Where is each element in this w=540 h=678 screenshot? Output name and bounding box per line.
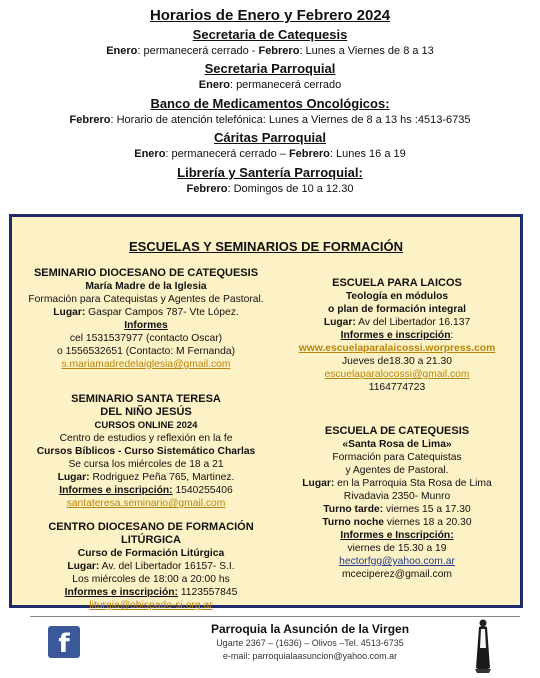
escuela-laicos-email-link[interactable]: escuelaparalocossi@gmail.com <box>324 369 470 380</box>
schedule-header <box>0 6 540 198</box>
centro-liturgica-email-link[interactable]: liturgia@obispado-si.org.ar <box>89 600 213 611</box>
banco-hours: Febrero: Horario de atención telefónica: Lunes a Viernes de 8 a 13 hs :4513-6735 <box>69 114 471 126</box>
centro-liturgica: CENTRO DIOCESANO DE FORMACIÓN LITÚRGICA Curso de Formación Litúrgica Lugar: Av. del Libertador 16157- S.I. Los miércoles de 18:00 a 20:00 hs Informes e inscripción: 1123557845 liturgia@obispado-si.org.ar <box>48 521 254 611</box>
parroquial-hours: Enero: permanecerá cerrado <box>198 79 342 91</box>
parroquial-heading: Secretaria Parroquial <box>204 61 336 76</box>
page-title: Horarios de Enero y Febrero 2024 <box>149 7 391 24</box>
libreria-heading: Librería y Santería Parroquial: <box>177 165 363 180</box>
catequesis-heading: Secretaria de Catequesis <box>192 27 348 42</box>
parish-email: e-mail: parroquialaasuncion@yahoo.com.ar <box>222 651 398 661</box>
escuela-laicos: ESCUELA PARA LAICOS Teología en módulos o plan de formación integral Lugar: Av del Libertador 16.137 Informes e inscripción: www.escuelaparalaicossi.worpress.com Jueves de18.30 a 21.30 escuelaparalocossi@gmail.com 1164774723 <box>298 277 496 393</box>
seminario-catequesis-email-link[interactable]: s.mariamadredelaiglesia@gmail.com <box>61 359 231 370</box>
virgin-statue-icon <box>470 618 496 674</box>
schools-box <box>9 214 523 611</box>
facebook-icon[interactable]: f <box>48 626 80 658</box>
catequesis-hours: Enero: permanecerá cerrado - Febrero: Lunes a Viernes de 8 a 13 <box>106 45 434 57</box>
escuela-catequesis: ESCUELA DE CATEQUESIS «Santa Rosa de Lima» Formación para Catequistas y Agentes de Pastoral. Lugar: en la Parroquia Sta Rosa de Lima Rivadavia 2350- Munro Turno tarde: viernes 15 a 17.30 Turno noche viernes 18 a 20.30 Informes e Inscripción: viernes de 15.30 a 19 hectorfgg@yahoo.com.ar mceciperez@gmail.com <box>302 425 492 580</box>
escuela-catequesis-email1-link[interactable]: hectorfgg@yahoo.com.ar <box>339 556 455 567</box>
footer <box>150 622 470 663</box>
seminario-catequesis: SEMINARIO DIOCESANO DE CATEQUESIS María Madre de la Iglesia Formación para Catequistas y Agentes de Pastoral. Lugar: Gaspar Campos 787- Vte López. Informes cel 1531537977 (contacto Oscar) o 1556532651 (Contacto: M Fernanda) s.mariamadredelaiglesia@gmail.com <box>28 267 264 370</box>
caritas-hours: Enero: permanecerá cerrado – Febrero: Lunes 16 a 19 <box>134 148 406 160</box>
seminario-teresa-email-link[interactable]: santateresa.seminario@gmail.com <box>66 498 226 509</box>
schools-title: ESCUELAS Y SEMINARIOS DE FORMACIÓN <box>129 239 403 254</box>
libreria-hours: Febrero: Domingos de 10 a 12.30 <box>186 183 354 195</box>
parish-name: Parroquia la Asunción de la Virgen <box>210 622 410 636</box>
escuela-laicos-web-link[interactable]: www.escuelaparalaicossi.worpress.com <box>298 343 496 354</box>
caritas-heading: Cáritas Parroquial <box>214 130 326 145</box>
seminario-teresa: SEMINARIO SANTA TERESA DEL NIÑO JESÚS CURSOS ONLINE 2024 Centro de estudios y reflexión en la fe Cursos Bíblicos - Curso Sistemático Charlas Se cursa los miércoles de 18 a 21 Lugar: Rodriguez Peña 765, Martinez. Informes e inscripción: 1540255406 santateresa.seminario@gmail.com <box>36 393 256 509</box>
footer-divider <box>30 616 520 617</box>
parish-address: Ugarte 2367 – (1636) – Olivos –Tel. 4513-6735 <box>216 638 404 648</box>
banco-heading: Banco de Medicamentos Oncológicos: <box>150 96 390 111</box>
